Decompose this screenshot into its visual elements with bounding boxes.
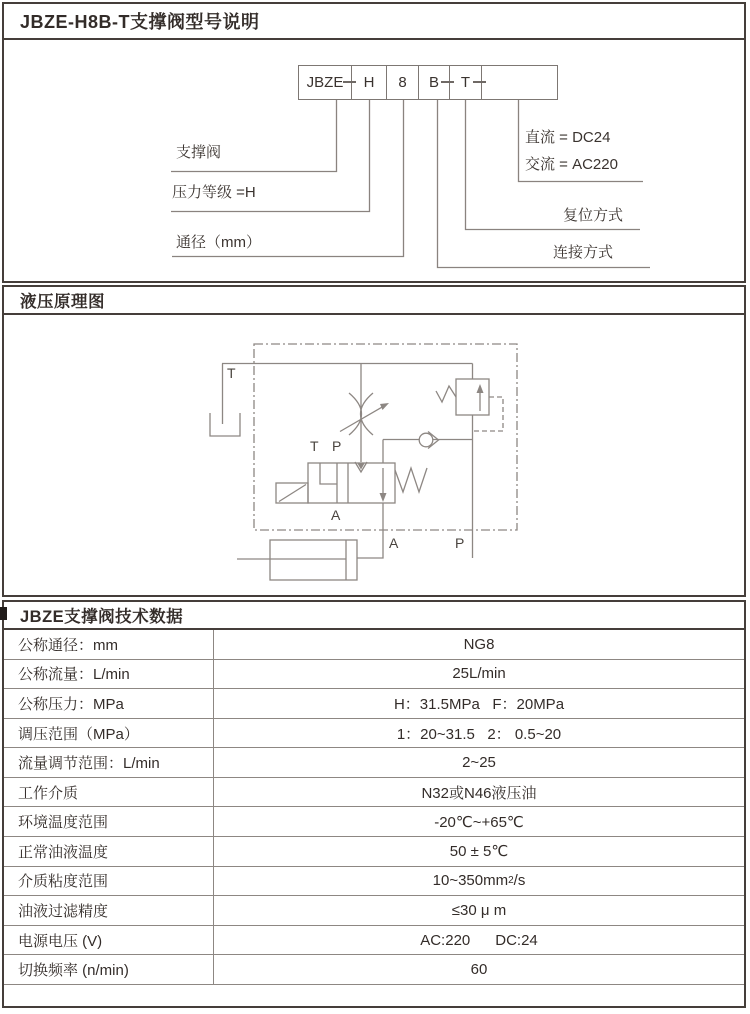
section-technical-data <box>2 600 746 1008</box>
table-row <box>4 896 744 926</box>
section1-header <box>4 4 744 40</box>
row-value: NG8 <box>463 635 495 653</box>
table-row <box>4 748 744 778</box>
table-row <box>4 630 744 660</box>
table-row <box>4 689 744 719</box>
label-external-port-a: A <box>389 535 399 551</box>
row-label: 工作介质 <box>4 778 214 807</box>
model-dash <box>343 81 356 83</box>
row-label: 电源电压 (V) <box>4 926 214 955</box>
model-cell-voltage <box>481 66 557 99</box>
row-label: 正常油液温度 <box>4 837 214 866</box>
table-row <box>4 837 744 867</box>
table-row <box>4 955 744 985</box>
row-label: 公称压力：MPa <box>4 689 214 718</box>
label-valve-port-t: T <box>310 438 319 454</box>
technical-data-table <box>4 630 744 985</box>
label-reset-mode: 复位方式 <box>563 207 624 224</box>
row-label: 调压范围（MPa） <box>4 719 214 748</box>
label-external-port-p: P <box>455 535 465 551</box>
label-connection-mode: 连接方式 <box>553 244 614 261</box>
model-cell-series: JBZE <box>306 74 344 91</box>
row-value: -20℃~+65℃ <box>434 813 524 831</box>
label-tank-port-t: T <box>227 365 236 381</box>
label-pressure-grade: 压力等级 =H <box>172 184 256 201</box>
table-row <box>4 867 744 897</box>
section1-title: JBZE-H8B-T支撑阀型号说明 <box>20 12 260 32</box>
row-value: 60 <box>470 961 488 979</box>
section2-title: 液压原理图 <box>20 293 105 311</box>
table-row <box>4 807 744 837</box>
label-ac-voltage: 交流 = AC220 <box>525 156 618 173</box>
row-value: H：31.5MPa F：20MPa <box>393 695 565 713</box>
row-label: 环境温度范围 <box>4 807 214 836</box>
label-valve-port-p: P <box>332 438 342 454</box>
row-label: 介质粘度范围 <box>4 867 214 896</box>
row-value: 25L/min <box>452 665 506 683</box>
model-cell-pressure: H <box>351 66 386 99</box>
row-value: 1：20~31.5 2： 0.5~20 <box>396 725 562 743</box>
model-code-box <box>298 65 558 100</box>
row-value: AC:220 DC:24 <box>420 931 538 949</box>
model-dash <box>441 81 454 83</box>
section3-header <box>4 602 744 630</box>
row-label: 公称通径：mm <box>4 630 214 659</box>
model-dash <box>473 81 486 83</box>
row-value: 2~25 <box>462 754 496 772</box>
section2-header <box>4 287 744 315</box>
section3-title: JBZE支撑阀技术数据 <box>20 608 184 626</box>
row-label: 油液过滤精度 <box>4 896 214 925</box>
row-value: 10~350mm 2 /s <box>432 872 526 890</box>
section3-left-marker <box>0 607 7 620</box>
table-row <box>4 719 744 749</box>
model-cell-size: 8 <box>386 66 418 99</box>
model-cell-connection: B <box>418 66 449 99</box>
row-label: 切换频率 (n/min) <box>4 955 214 984</box>
label-valve-port-a: A <box>331 507 341 523</box>
row-label: 公称流量：L/min <box>4 660 214 689</box>
section-model-explanation <box>2 2 746 283</box>
model-cell-reset: T <box>449 66 481 99</box>
row-label: 流量调节范围：L/min <box>4 748 214 777</box>
label-diameter: 通径（mm） <box>176 234 261 251</box>
table-row <box>4 660 744 690</box>
section-hydraulic-schematic <box>2 285 746 597</box>
label-support-valve: 支撑阀 <box>176 144 222 161</box>
label-dc-voltage: 直流 = DC24 <box>525 129 611 146</box>
table-row <box>4 778 744 808</box>
row-value: N32或N46液压油 <box>421 784 537 802</box>
row-value: ≤30 μ m <box>451 901 507 919</box>
table-row <box>4 926 744 956</box>
row-value: 50 ± 5℃ <box>449 843 509 861</box>
